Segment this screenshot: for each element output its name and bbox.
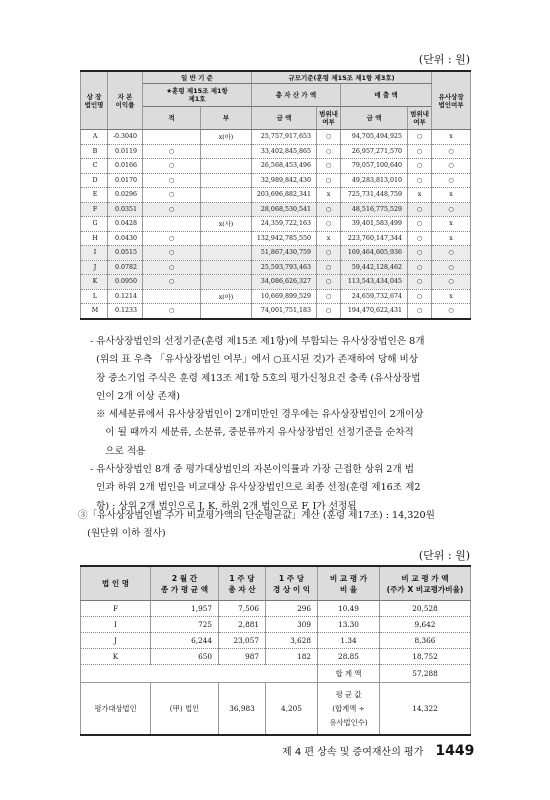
t2-header-value: 비 교 평 가 액 (주가 X 비교평가비율): [380, 566, 471, 601]
table-cell: 3,628: [266, 633, 318, 649]
page-number: 1449: [435, 743, 475, 759]
paragraph-line: 인과 하위 2개 법인을 비교대상 유사상장법인으로 최종 선정(훈령 제16조 제2: [90, 482, 421, 494]
header-scale-criteria: 규모기준(훈령 제15조 제1항 제3호): [252, 71, 432, 84]
header-general-criteria: 일 반 기 준: [143, 71, 252, 84]
table-cell: ○: [408, 304, 432, 319]
table-cell: 0.0351: [108, 202, 143, 217]
table-cell: ○: [317, 144, 341, 159]
t2-sum-blank: [151, 665, 219, 683]
table-row: [81, 601, 471, 617]
table-row: [81, 130, 471, 145]
table-row: [81, 649, 471, 665]
footer-chapter: 제 4 편 상속 및 증여재산의 평가: [282, 747, 424, 758]
table-cell: 34,086,626,327: [252, 275, 317, 290]
table-cell: 18,752: [380, 649, 471, 665]
table-cell: x: [432, 217, 471, 232]
paragraph-line: 항) : 상위 2개 법인으로 J, K, 하위 2개 법인으로 F, I가 선정됨: [90, 500, 357, 512]
table-row: [81, 144, 471, 159]
table-cell: ○: [408, 173, 432, 188]
table-cell: 0.0515: [108, 246, 143, 261]
t2-target-avg-label: 평 균 값 (합계액 ÷ 유사법인수): [318, 683, 380, 736]
table-cell: ○: [408, 159, 432, 174]
unit-label-2: (단위 : 원): [418, 549, 470, 562]
table-row: [81, 217, 471, 232]
table-cell: 0.0296: [108, 188, 143, 203]
table-row: [81, 188, 471, 203]
table-cell: G: [81, 217, 108, 232]
table-cell: 24,359,722,163: [252, 217, 317, 232]
table-cell: [201, 275, 252, 290]
header-sales: 매 출 액: [341, 84, 432, 107]
table-row: [81, 275, 471, 290]
paragraph-line: 장 중소기업 주식은 훈령 제13조 제1항 5호의 평가신청요건 충족 (유사상장법: [90, 372, 421, 384]
table-cell: 194,470,622,431: [341, 304, 408, 319]
table-cell: ○: [317, 260, 341, 275]
table-row: [81, 633, 471, 649]
table-cell: 24,659,732,674: [341, 289, 408, 304]
table-cell: ○: [408, 202, 432, 217]
table-row: [81, 246, 471, 261]
table-cell: 725: [151, 617, 219, 633]
table-cell: 7,506: [219, 601, 266, 617]
table-cell: 0.0950: [108, 275, 143, 290]
table-cell: ○: [408, 289, 432, 304]
table-cell: 49,283,813,010: [341, 173, 408, 188]
table-row: [81, 231, 471, 246]
table-cell: 39,401,583,499: [341, 217, 408, 232]
table-cell: x: [317, 188, 341, 203]
item-3-line: ③「유사상장법인별 주가 비교평가액의 단순평균값」계산 (훈령 제17조) : 14,320원: [78, 510, 435, 521]
header-capital-ratio: 자 본 이익률: [108, 71, 143, 130]
table-cell: ○: [432, 260, 471, 275]
table-cell: [201, 173, 252, 188]
table-cell: F: [81, 202, 108, 217]
table-cell: 26,957,271,570: [341, 144, 408, 159]
table-cell: [201, 159, 252, 174]
table-cell: L: [81, 289, 108, 304]
explanation-text: [90, 333, 425, 516]
table-cell: x: [432, 130, 471, 145]
table-cell: ○: [317, 246, 341, 261]
table-cell: ○: [143, 246, 201, 261]
table-cell: 0.0166: [108, 159, 143, 174]
t2-header-avg-price: 2 월 간 종 가 평 균 액: [151, 566, 219, 601]
table-row: [81, 159, 471, 174]
table-cell: [201, 202, 252, 217]
table-cell: ○: [408, 246, 432, 261]
table-cell: ○: [317, 217, 341, 232]
table-cell: 2,881: [219, 617, 266, 633]
t2-target-assets: 36,983: [219, 683, 266, 736]
header-sales-range: 범위내 여부: [408, 107, 432, 130]
table-cell: 33,402,845,865: [252, 144, 317, 159]
table-cell: 9,642: [380, 617, 471, 633]
table-cell: K: [81, 649, 151, 665]
table-cell: 25,593,793,463: [252, 260, 317, 275]
table-cell: 28,068,530,541: [252, 202, 317, 217]
paragraph-line: ※ 세세분류에서 유사상장법인이 2개미만인 경우에는 유사상장법인이 2개이상: [90, 409, 424, 421]
table-cell: ○: [432, 202, 471, 217]
table-cell: ○: [317, 159, 341, 174]
table-cell: 59,442,128,462: [341, 260, 408, 275]
table-cell: x(아): [201, 289, 252, 304]
table-cell: 0.1233: [108, 304, 143, 319]
table-cell: 650: [151, 649, 219, 665]
table-cell: [201, 144, 252, 159]
table-cell: 10,669,899,529: [252, 289, 317, 304]
table-cell: 296: [266, 601, 318, 617]
table-cell: ○: [143, 173, 201, 188]
header-company: 상 장 법인명: [81, 71, 108, 130]
table-cell: 309: [266, 617, 318, 633]
item-3-text: [78, 507, 435, 544]
table-cell: 0.0430: [108, 231, 143, 246]
table-cell: ○: [143, 231, 201, 246]
table-cell: 6,244: [151, 633, 219, 649]
paragraph-line: 으로 적용: [90, 445, 146, 457]
table-cell: ○: [317, 130, 341, 145]
table-cell: ○: [432, 275, 471, 290]
t2-sum-label: 합 계 액: [318, 665, 380, 683]
valuation-table: [80, 565, 471, 736]
table-cell: 132,942,785,550: [252, 231, 317, 246]
table-cell: ○: [432, 159, 471, 174]
table-cell: x(사): [201, 217, 252, 232]
header-total-assets: 총 자 산 가 액: [252, 84, 341, 107]
unit-label-1: (단위 : 원): [418, 53, 470, 66]
table-cell: x: [317, 231, 341, 246]
table-row: [81, 173, 471, 188]
table-cell: 94,705,494,925: [341, 130, 408, 145]
table-cell: 0.0119: [108, 144, 143, 159]
table-cell: x: [408, 188, 432, 203]
table-cell: 987: [219, 649, 266, 665]
header-assets-range: 범위내 여부: [317, 107, 341, 130]
table-cell: 0.0782: [108, 260, 143, 275]
header-assets-amount: 금 액: [252, 107, 317, 130]
table-cell: ○: [317, 275, 341, 290]
table-cell: D: [81, 173, 108, 188]
table-cell: [143, 130, 201, 145]
table-cell: x: [432, 289, 471, 304]
table-cell: -0.3040: [108, 130, 143, 145]
table-cell: 32,989,842,430: [252, 173, 317, 188]
t2-header-profit: 1 주 당 경 상 이 익: [266, 566, 318, 601]
footer: [282, 743, 474, 759]
table-cell: 10.49: [318, 601, 380, 617]
t2-sum-blank: [219, 665, 266, 683]
table-cell: ○: [143, 202, 201, 217]
table-cell: ○: [432, 173, 471, 188]
table-cell: x: [432, 231, 471, 246]
table-cell: ○: [143, 275, 201, 290]
table-cell: [201, 231, 252, 246]
table-cell: I: [81, 246, 108, 261]
table-cell: ○: [432, 246, 471, 261]
header-fit: 적: [143, 107, 201, 130]
table-cell: 725,731,448,759: [341, 188, 408, 203]
table-cell: ○: [317, 289, 341, 304]
item-3-note: (원단위 이하 절사): [78, 528, 166, 540]
table-cell: ○: [317, 304, 341, 319]
table-row: [81, 260, 471, 275]
paragraph-line: - 유사상장법인의 선정기준(훈령 제15조 제1항)에 부합되는 유사상장법인은 8개: [90, 336, 425, 347]
paragraph-line: - 유사상장법인 8개 중 평가대상법인의 자본이익률과 가장 근접한 상위 2개 법: [90, 464, 414, 476]
table-cell: 169,464,605,936: [341, 246, 408, 261]
table-cell: 74,001,751,183: [252, 304, 317, 319]
table-cell: ○: [143, 260, 201, 275]
table-cell: 1,957: [151, 601, 219, 617]
table-cell: ○: [317, 173, 341, 188]
table-cell: 48,516,775,529: [341, 202, 408, 217]
paragraph-line: (위의 표 우측 「유사상장법인 여부」에서 ○표시된 것)가 존재하여 당해 비상: [90, 354, 419, 366]
table-cell: 182: [266, 649, 318, 665]
table-cell: B: [81, 144, 108, 159]
table-cell: [201, 188, 252, 203]
table-cell: 23,057: [219, 633, 266, 649]
table-cell: ○: [408, 217, 432, 232]
comparison-table: [80, 70, 471, 320]
table-cell: 20,528: [380, 601, 471, 617]
table-cell: 0.1214: [108, 289, 143, 304]
table-cell: A: [81, 130, 108, 145]
table-cell: 13.30: [318, 617, 380, 633]
table-cell: 25,757,917,653: [252, 130, 317, 145]
table-cell: 51,867,430,759: [252, 246, 317, 261]
table-cell: ○: [408, 130, 432, 145]
t2-header-assets: 1 주 당 총 자 산: [219, 566, 266, 601]
table-cell: 203,696,882,341: [252, 188, 317, 203]
table-cell: 223,760,147,344: [341, 231, 408, 246]
table-cell: J: [81, 633, 151, 649]
table-cell: ○: [317, 202, 341, 217]
t2-sum-value: 57,288: [380, 665, 471, 683]
t2-target-company: (甲) 법인: [151, 683, 219, 736]
table-cell: [201, 260, 252, 275]
table-row: [81, 202, 471, 217]
t2-target-value: 14,322: [380, 683, 471, 736]
table-cell: ○: [143, 144, 201, 159]
t2-target-profit: 4,205: [266, 683, 318, 736]
table-cell: E: [81, 188, 108, 203]
table-cell: M: [81, 304, 108, 319]
table-cell: [143, 217, 201, 232]
table-cell: 26,568,453,496: [252, 159, 317, 174]
t2-header-ratio: 비 교 평 가 비 율: [318, 566, 380, 601]
table-cell: F: [81, 601, 151, 617]
table-cell: 8,366: [380, 633, 471, 649]
header-listed-status: 유사상장 법인여부: [432, 71, 471, 130]
table-cell: ○: [143, 188, 201, 203]
table-cell: x(아): [201, 130, 252, 145]
table-row: [81, 304, 471, 319]
table-cell: 79,057,100,640: [341, 159, 408, 174]
table-cell: ○: [408, 275, 432, 290]
table-cell: [143, 289, 201, 304]
table-cell: 113,543,434,045: [341, 275, 408, 290]
table-cell: ○: [143, 304, 201, 319]
table-row: [81, 617, 471, 633]
table-cell: ○: [408, 231, 432, 246]
paragraph-line: 이 될 때까지 세분류, 소분류, 중분류까지 유사상장법인 선정기준을 순차적: [90, 427, 414, 439]
t2-sum-blank: [81, 665, 151, 683]
t2-target-name: 평가대상법인: [81, 683, 151, 736]
t2-header-company: 법 인 명: [81, 566, 151, 601]
table-cell: 28.85: [318, 649, 380, 665]
table-cell: 1.34: [318, 633, 380, 649]
table-cell: C: [81, 159, 108, 174]
table-cell: I: [81, 617, 151, 633]
header-general-sub: ★훈령 제15조 제1항 제1호: [143, 84, 252, 107]
table-cell: ○: [432, 144, 471, 159]
table-cell: [201, 246, 252, 261]
table-cell: 0.0170: [108, 173, 143, 188]
table-cell: x: [432, 188, 471, 203]
table-cell: ○: [143, 159, 201, 174]
table-cell: ○: [408, 144, 432, 159]
t2-sum-blank: [266, 665, 318, 683]
table-cell: K: [81, 275, 108, 290]
table-cell: ○: [432, 304, 471, 319]
table-cell: 0.0428: [108, 217, 143, 232]
table-cell: J: [81, 260, 108, 275]
header-sales-amount: 금 액: [341, 107, 408, 130]
table-row: [81, 289, 471, 304]
header-unfit: 부: [201, 107, 252, 130]
table-cell: H: [81, 231, 108, 246]
paragraph-line: 인이 2개 이상 존재): [90, 390, 180, 402]
table-cell: ○: [408, 260, 432, 275]
table-cell: [201, 304, 252, 319]
